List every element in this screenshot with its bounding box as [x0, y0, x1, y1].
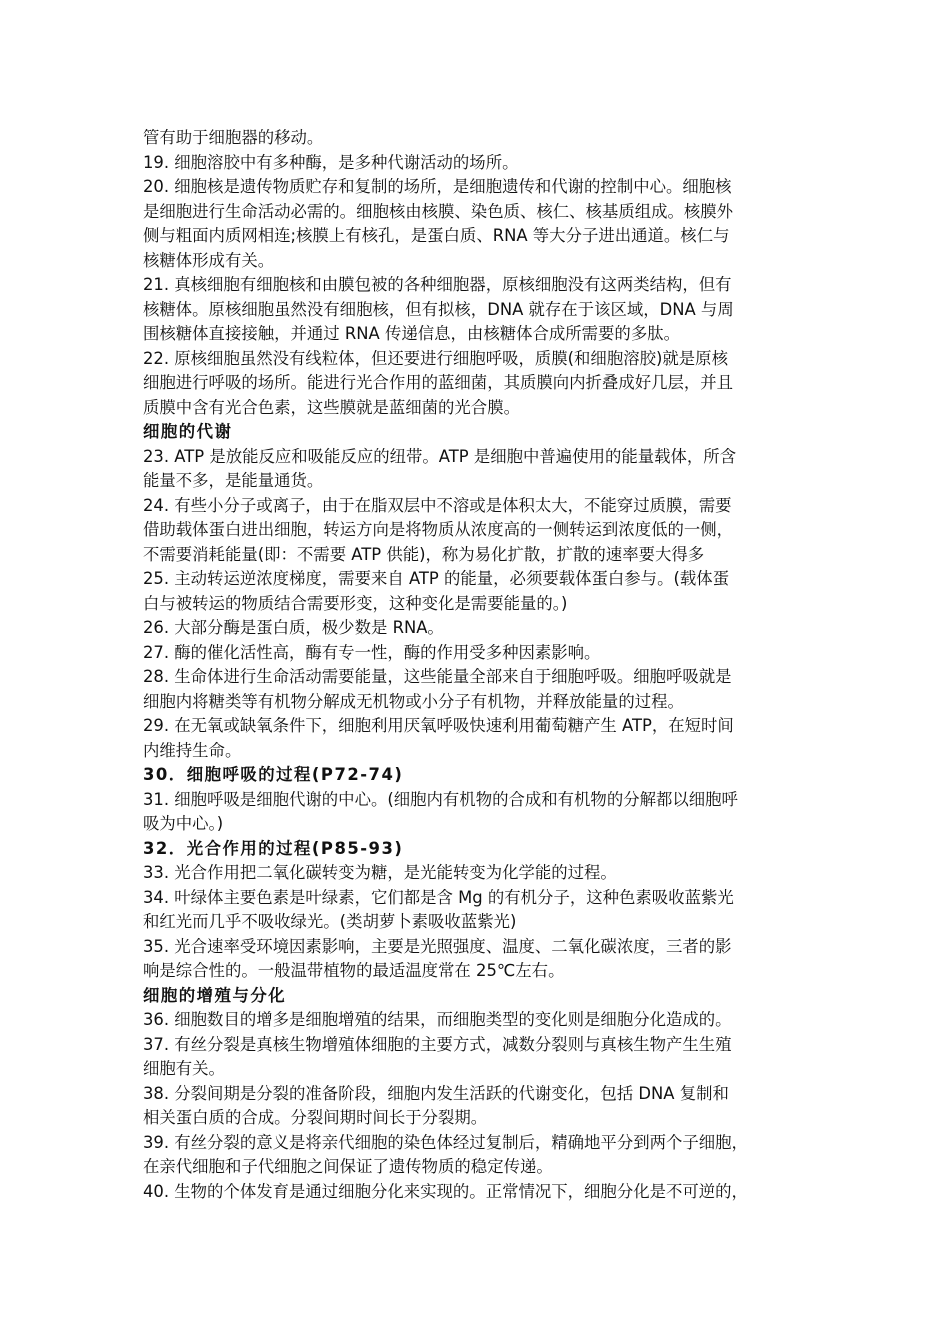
text-line: 26. 大部分酶是蛋白质，极少数是 RNA。	[143, 618, 444, 637]
text-line: 29. 在无氧或缺氧条件下，细胞利用厌氧呼吸快速利用葡萄糖产生 ATP，在短时间	[143, 716, 734, 735]
section-heading: 30．细胞呼吸的过程(P72-74)	[143, 765, 404, 784]
text-line: 内维持生命。	[143, 740, 242, 760]
text-line: 34. 叶绿体主要色素是叶绿素，它们都是含 Mg 的有机分子，这种色素吸收蓝紫光	[143, 887, 734, 907]
text-line: 质膜中含有光合色素，这些膜就是蓝细菌的光合膜。	[143, 397, 520, 417]
text-line: 借助载体蛋白进出细胞，转运方向是将物质从浓度高的一侧转运到浓度低的一侧，	[143, 520, 734, 539]
text-line: 细胞进行呼吸的场所。能进行光合作用的蓝细菌，其质膜向内折叠成好几层，并且	[143, 373, 734, 392]
text-line: 和红光而几乎不吸收绿光。(类胡萝卜素吸收蓝紫光)	[143, 912, 517, 931]
text-line: 36. 细胞数目的增多是细胞增殖的结果，而细胞类型的变化则是细胞分化造成的。	[143, 1010, 732, 1029]
text-line: 22. 原核细胞虽然没有线粒体，但还要进行细胞呼吸，质膜(和细胞溶胶)就是原核	[143, 348, 728, 368]
text-line: 39. 有丝分裂的意义是将亲代细胞的染色体经过复制后，精确地平分到两个子细胞，	[143, 1132, 748, 1152]
section-heading: 32．光合作用的过程(P85-93)	[143, 838, 404, 858]
text-line: 不需要消耗能量(即：不需要 ATP 供能)，称为易化扩散，扩散的速率要大得多	[143, 544, 705, 564]
text-line: 21. 真核细胞有细胞核和由膜包被的各种细胞器，原核细胞没有这两类结构，但有	[143, 275, 732, 294]
text-line: 27. 酶的催化活性高，酶有专一性，酶的作用受多种因素影响。	[143, 642, 601, 662]
section-heading: 细胞的增殖与分化	[143, 985, 287, 1005]
text-line: 核糖体。原核细胞虽然没有细胞核，但有拟核，DNA 就存在于该区域，DNA 与周	[143, 299, 734, 319]
text-line: 白与被转运的物质结合需要形变，这种变化是需要能量的。)	[143, 593, 568, 613]
text-line: 管有助于细胞器的移动。	[143, 128, 324, 147]
text-line: 19. 细胞溶胶中有多种酶，是多种代谢活动的场所。	[143, 152, 519, 172]
text-line: 吸为中心。)	[143, 814, 224, 833]
text-line: 核糖体形成有关。	[143, 250, 275, 270]
text-line: 28. 生命体进行生命活动需要能量，这些能量全部来自于细胞呼吸。细胞呼吸就是	[143, 667, 732, 686]
section-heading: 细胞的代谢	[143, 422, 233, 441]
text-line: 24. 有些小分子或离子，由于在脂双层中不溶或是体积太大，不能穿过质膜，需要	[143, 495, 732, 515]
text-line: 20. 细胞核是遗传物质贮存和复制的场所，是细胞遗传和代谢的控制中心。细胞核	[143, 177, 732, 196]
text-line: 33. 光合作用把二氧化碳转变为糖，是光能转变为化学能的过程。	[143, 863, 617, 882]
text-line: 25. 主动转运逆浓度梯度，需要来自 ATP 的能量，必须要载体蛋白参与。(载体蛋	[143, 569, 730, 588]
text-line: 细胞内将糖类等有机物分解成无机物或小分子有机物，并释放能量的过程。	[143, 691, 684, 711]
text-line: 38. 分裂间期是分裂的准备阶段，细胞内发生活跃的代谢变化，包括 DNA 复制和	[143, 1083, 729, 1103]
text-line: 31. 细胞呼吸是细胞代谢的中心。(细胞内有机物的合成和有机物的分解都以细胞呼	[143, 789, 738, 809]
text-line: 围核糖体直接接触，并通过 RNA 传递信息，由核糖体合成所需要的多肽。	[143, 324, 680, 343]
text-line: 能量不多，是能量通货。	[143, 471, 324, 490]
text-line: 40. 生物的个体发育是通过细胞分化来实现的。正常情况下，细胞分化是不可逆的，	[143, 1181, 748, 1201]
text-line: 响是综合性的。一般温带植物的最适温度常在 25℃左右。	[143, 961, 565, 980]
text-line: 35. 光合速率受环境因素影响，主要是光照强度、温度、二氧化碳浓度，三者的影	[143, 936, 732, 956]
text-line: 是细胞进行生命活动必需的。细胞核由核膜、染色质、核仁、核基质组成。核膜外	[143, 201, 734, 221]
text-line: 37. 有丝分裂是真核生物增殖体细胞的主要方式，减数分裂则与真核生物产生生殖	[143, 1034, 732, 1054]
text-line: 侧与粗面内质网相连;核膜上有核孔，是蛋白质、RNA 等大分子进出通道。核仁与	[143, 226, 730, 245]
text-line: 23. ATP 是放能反应和吸能反应的纽带。ATP 是细胞中普遍使用的能量载体，所含	[143, 446, 737, 466]
text-line: 在亲代细胞和子代细胞之间保证了遗传物质的稳定传递。	[143, 1157, 553, 1176]
text-line: 细胞有关。	[143, 1059, 225, 1078]
document-page	[143, 126, 813, 1204]
text-line: 相关蛋白质的合成。分裂间期时间长于分裂期。	[143, 1108, 488, 1127]
